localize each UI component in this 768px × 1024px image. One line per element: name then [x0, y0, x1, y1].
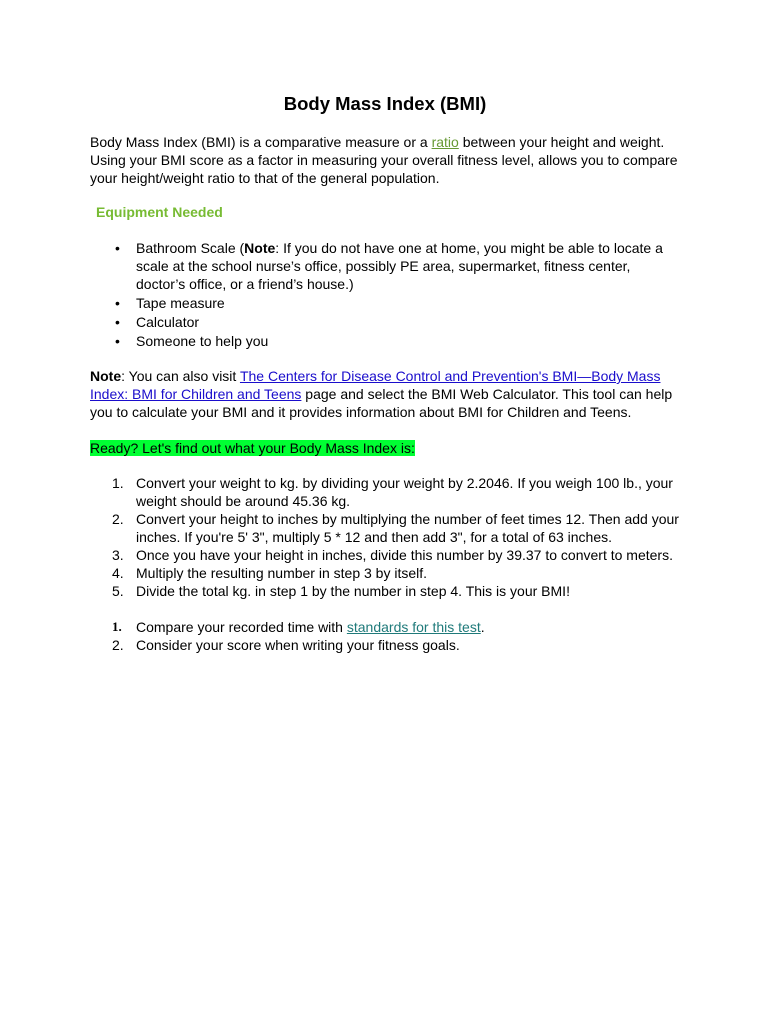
- step-number: 3.: [112, 547, 124, 563]
- standards-link[interactable]: standards for this test: [346, 619, 481, 635]
- list-item-bathroom-scale: [136, 239, 680, 293]
- bmi-steps-list: [90, 474, 680, 600]
- step-text: Convert your weight to kg. by dividing your weight by 2.2046. If you weigh 100 lb., your weight should be around 45.36 kg.: [136, 475, 673, 509]
- list-item: [112, 582, 680, 600]
- step-text: Divide the total kg. in step 1 by the number in step 4. This is your BMI!: [136, 583, 570, 599]
- step-text: Convert your height to inches by multiplying the number of feet times 12. Then add your inches. If you're 5' 3", multiply 5 * 12 and then add 3", for a total of 63 inches.: [136, 511, 679, 545]
- list-item-helper: • Someone to help you: [136, 332, 680, 350]
- item-text: Compare your recorded time with: [136, 619, 347, 635]
- list-item-calculator: • Calculator: [136, 313, 680, 331]
- step-number: 5.: [112, 583, 124, 599]
- list-item: [112, 564, 680, 582]
- cdc-bmi-link[interactable]: The Centers for Disease Control and Prevention's BMI—Body Mass Index: BMI for Children and Teens: [90, 368, 661, 402]
- ready-line: [90, 439, 680, 457]
- item-text: .: [480, 619, 485, 635]
- list-item: [112, 510, 680, 546]
- list-item-tape-measure: • Tape measure: [136, 294, 680, 312]
- equipment-heading: Equipment Needed: [96, 204, 223, 220]
- step-number: 1.: [112, 619, 122, 634]
- item-text: : If you do not have one at home, you might be able to locate a scale at the school nurse’s office, possibly PE area, supermarket, fitness center, doctor’s office, or a friend’s house.): [136, 240, 663, 292]
- note-label: Note: [244, 240, 276, 256]
- step-number: 2.: [112, 511, 124, 527]
- step-number: 2.: [112, 637, 124, 653]
- ratio-link[interactable]: ratio: [431, 134, 459, 150]
- step-number: 4.: [112, 565, 124, 581]
- step-text: Multiply the resulting number in step 3 by itself.: [136, 565, 428, 581]
- intro-text-end: between your height and weight. Using your BMI score as a factor in measuring your overall fitness level, allows you to compare your height/weight ratio to that of the general population.: [90, 134, 678, 186]
- step-text: Once you have your height in inches, divide this number by 39.37 to convert to meters.: [136, 547, 673, 563]
- page-title: Body Mass Index (BMI): [283, 93, 487, 114]
- cdc-note-paragraph: [90, 367, 680, 421]
- intro-paragraph: [90, 133, 680, 187]
- step-number: 1.: [112, 475, 124, 491]
- ready-highlight-text: Ready? Let's find out what your Body Mass Index is:: [90, 440, 415, 456]
- follow-up-list: [90, 618, 680, 654]
- list-item: [112, 474, 680, 510]
- note-text-start: : You can also visit: [121, 368, 240, 384]
- equipment-list: [90, 239, 680, 350]
- note-label: Note: [90, 368, 122, 384]
- intro-text-start: Body Mass Index (BMI) is a comparative measure or a: [90, 134, 432, 150]
- list-item: [112, 546, 680, 564]
- note-text-end: page and select the BMI Web Calculator. This tool can help you to calculate your BMI and it provides information about BMI for Children and Teens.: [90, 386, 673, 420]
- item-text: Consider your score when writing your fitness goals.: [136, 637, 460, 653]
- item-text: Bathroom Scale (: [136, 240, 245, 256]
- list-item: [112, 636, 680, 654]
- list-item: [112, 618, 680, 636]
